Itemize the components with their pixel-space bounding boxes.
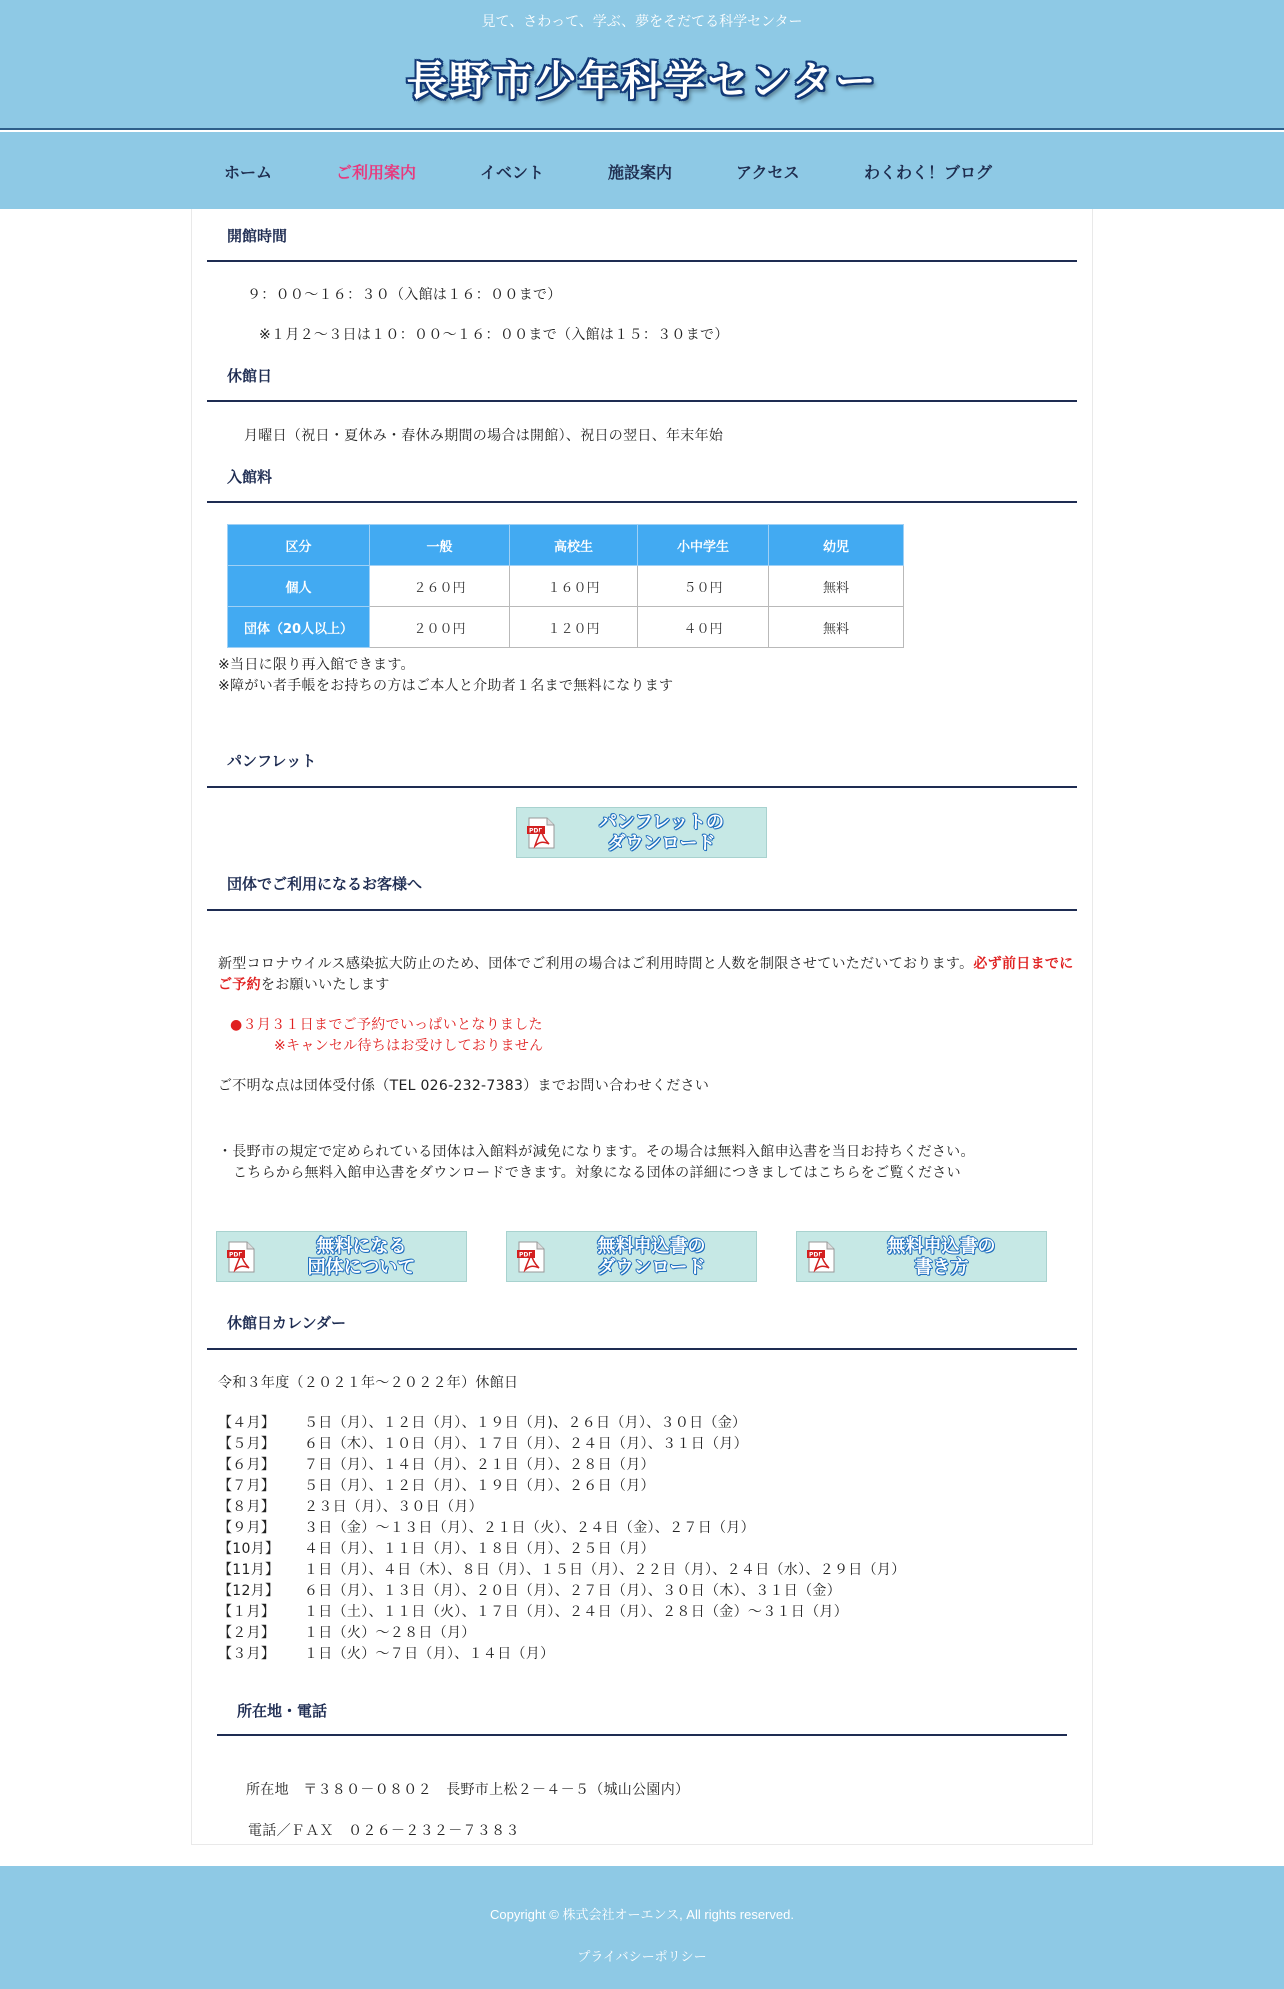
address-text: 所在地 〒３８０－０８０２ 長野市上松２－４－５（城山公園内） xyxy=(246,1782,690,1798)
free-form-howto-label: 無料申込書の 書き方 xyxy=(887,1236,996,1278)
nav-item-home[interactable]: ホーム xyxy=(224,163,273,182)
calendar-month-label: 【７月】 xyxy=(218,1478,276,1494)
section-title-calendar: 休館日カレンダー xyxy=(227,1314,347,1332)
calendar-month-label: 【８月】 xyxy=(218,1499,276,1515)
fee-note: ※障がい者手帳をお持ちの方はご本人と介助者１名まで無料になります xyxy=(218,678,674,694)
hours-note: ※１月２～３日は１０：００～１６：００まで（入館は１５：３０まで） xyxy=(259,327,729,343)
section-title-fees: 入館料 xyxy=(227,468,273,486)
calendar-month-days: ５日（月）、１２日（月）、１９日（月)、２６日（月）、３０日（金） xyxy=(304,1415,747,1431)
site-footer xyxy=(0,1866,1284,1989)
calendar-month-label: 【６月】 xyxy=(218,1457,276,1473)
pdf-icon xyxy=(227,1241,255,1273)
pamphlet-download-button[interactable] xyxy=(516,807,767,858)
calendar-month-label: 【12月】 xyxy=(218,1583,280,1599)
fee-row-label: 団体（20人以上） xyxy=(228,607,370,648)
nav-item-guide[interactable]: ご利用案内 xyxy=(336,163,417,182)
table-row xyxy=(228,566,904,607)
fee-cell: ４０円 xyxy=(638,607,769,648)
group-notice: ●３月３１日までご予約でいっぱいとなりました xyxy=(230,1017,543,1033)
group-intro xyxy=(218,953,1074,973)
section-divider xyxy=(207,786,1077,788)
calendar-month-days: １日（火）～２８日（月） xyxy=(304,1625,476,1641)
calendar-month-label: 【５月】 xyxy=(218,1436,276,1452)
group-intro-emphasis: 必ず前日までに xyxy=(973,956,1074,972)
section-title-address: 所在地・電話 xyxy=(237,1702,328,1720)
group-contact: ご不明な点は団体受付係（TEL 026-232-7383）までお問い合わせください xyxy=(218,1078,710,1094)
nav-item-access[interactable]: アクセス xyxy=(736,163,800,182)
fee-header-infant: 幼児 xyxy=(769,525,904,566)
fee-cell: ２６０円 xyxy=(370,566,510,607)
free-form-download-label: 無料申込書の ダウンロード xyxy=(597,1236,706,1278)
svg-text:PDF: PDF xyxy=(809,1251,823,1259)
group-intro-emphasis: ご予約 xyxy=(218,977,261,993)
fee-cell: １２０円 xyxy=(510,607,638,648)
fee-cell: ２００円 xyxy=(370,607,510,648)
group-free-info: こちらから無料入館申込書をダウンロードできます。対象になる団体の詳細につきましてはこちらをご覧ください xyxy=(233,1165,961,1181)
pdf-icon xyxy=(807,1241,835,1273)
calendar-month-days: ４日（月）、１１日（月）、１８日（月）、２５日（月） xyxy=(304,1541,655,1557)
site-tagline: 見て、さわって、学ぶ、夢をそだてる科学センター xyxy=(481,14,803,30)
calendar-month-label: 【９月】 xyxy=(218,1520,276,1536)
fee-row-label: 個人 xyxy=(228,566,370,607)
pamphlet-download-label: パンフレットの ダウンロード xyxy=(598,812,725,854)
site-header xyxy=(0,0,1284,130)
section-divider xyxy=(207,400,1077,402)
main-nav xyxy=(0,132,1284,209)
closed-text: 月曜日（祝日・夏休み・春休み期間の場合は開館）、祝日の翌日、年末年始 xyxy=(244,428,724,444)
fee-cell: 無料 xyxy=(769,566,904,607)
section-title-pamphlet: パンフレット xyxy=(227,752,317,770)
fee-header-adult: 一般 xyxy=(370,525,510,566)
fee-header-highschool: 高校生 xyxy=(510,525,638,566)
calendar-month-label: 【10月】 xyxy=(218,1541,280,1557)
section-title-closed: 休館日 xyxy=(227,367,273,385)
calendar-month-label: 【11月】 xyxy=(218,1562,280,1578)
svg-text:PDF: PDF xyxy=(529,827,543,835)
free-form-download-button[interactable] xyxy=(506,1231,757,1282)
phone-text: 電話／ＦＡＸ ０２６－２３２－７３８３ xyxy=(248,1823,520,1839)
group-intro-text: 新型コロナウイルス感染拡大防止のため、団体でご利用の場合はご利用時間と人数を制限させていただいております。 xyxy=(218,956,974,972)
calendar-month-days: １日（土）、１１日（火）、１７日（月）、２４日（月）、２８日（金）～３１日（月） xyxy=(304,1604,848,1620)
fee-header-elementary: 小中学生 xyxy=(638,525,769,566)
fee-note: ※当日に限り再入館できます。 xyxy=(218,657,415,673)
section-divider xyxy=(217,1734,1067,1736)
calendar-year: 令和３年度（２０２１年～２０２２年）休館日 xyxy=(218,1375,519,1391)
fee-table xyxy=(227,524,904,648)
fee-cell: 無料 xyxy=(769,607,904,648)
section-divider xyxy=(207,1348,1077,1350)
nav-item-blog[interactable]: わくわく！ブログ xyxy=(864,163,993,182)
calendar-month-days: ６日（月）、１３日（月）、２０日（月）、２７日（月）、３０日（木）、３１日（金） xyxy=(304,1583,841,1599)
nav-item-facilities[interactable]: 施設案内 xyxy=(608,163,673,182)
nav-item-events[interactable]: イベント xyxy=(480,163,545,182)
table-row xyxy=(228,607,904,648)
calendar-month-label: 【１月】 xyxy=(218,1604,276,1620)
fee-header-category: 区分 xyxy=(228,525,370,566)
svg-text:PDF: PDF xyxy=(229,1251,243,1259)
group-notice: ※キャンセル待ちはお受けしておりません xyxy=(274,1038,544,1054)
calendar-month-days: ３日（金）～１３日（月）、２１日（火）、２４日（金）、２７日（月） xyxy=(304,1520,755,1536)
calendar-month-days: １日（火）～７日（月）、１４日（月） xyxy=(304,1646,555,1662)
pdf-icon xyxy=(527,817,555,849)
fee-cell: ５０円 xyxy=(638,566,769,607)
calendar-month-days: ７日（月）、１４日（月）、２１日（月）、２８日（月） xyxy=(304,1457,655,1473)
copyright-text: Copyright © 株式会社オーエンス, All rights reserved. xyxy=(490,1907,794,1922)
group-intro-cont xyxy=(218,974,390,994)
hours-text: ９：００～１６：３０（入館は１６：００まで） xyxy=(247,287,562,303)
fee-cell: １６０円 xyxy=(510,566,638,607)
calendar-month-days: ２３日（月）、３０日（月） xyxy=(304,1499,483,1515)
section-divider xyxy=(207,501,1077,503)
section-title-group: 団体でご利用になるお客様へ xyxy=(227,875,423,893)
calendar-month-days: １日（月）、４日（木）、８日（月）、１５日（月）、２２日（月）、２４日（水）、２９日（月） xyxy=(304,1562,906,1578)
section-title-hours: 開館時間 xyxy=(227,227,288,245)
fee-table-header-row xyxy=(228,525,904,566)
pdf-icon xyxy=(517,1241,545,1273)
free-group-info-button[interactable] xyxy=(216,1231,467,1282)
group-intro-text: をお願いいたします xyxy=(260,977,390,993)
calendar-month-days: ６日（木）、１０日（月）、１７日（月）、２４日（月）、３１日（月） xyxy=(304,1436,748,1452)
calendar-month-label: 【３月】 xyxy=(218,1646,276,1662)
section-divider xyxy=(207,909,1077,911)
section-divider xyxy=(207,260,1077,262)
svg-text:PDF: PDF xyxy=(519,1251,533,1259)
calendar-month-label: 【２月】 xyxy=(218,1625,276,1641)
group-free-info: ・長野市の規定で定められている団体は入館料が減免になります。その場合は無料入館申込書を当日お持ちください。 xyxy=(218,1144,975,1160)
site-logo[interactable]: 長野市少年科学センター xyxy=(406,57,878,105)
calendar-month-label: 【４月】 xyxy=(218,1415,276,1431)
free-form-howto-button[interactable] xyxy=(796,1231,1047,1282)
calendar-month-days: ５日（月）、１２日（月）、１９日（月）、２６日（月） xyxy=(304,1478,655,1494)
privacy-policy-link[interactable]: プライバシーポリシー xyxy=(577,1950,707,1965)
free-group-info-label: 無料になる 団体について xyxy=(307,1236,416,1278)
